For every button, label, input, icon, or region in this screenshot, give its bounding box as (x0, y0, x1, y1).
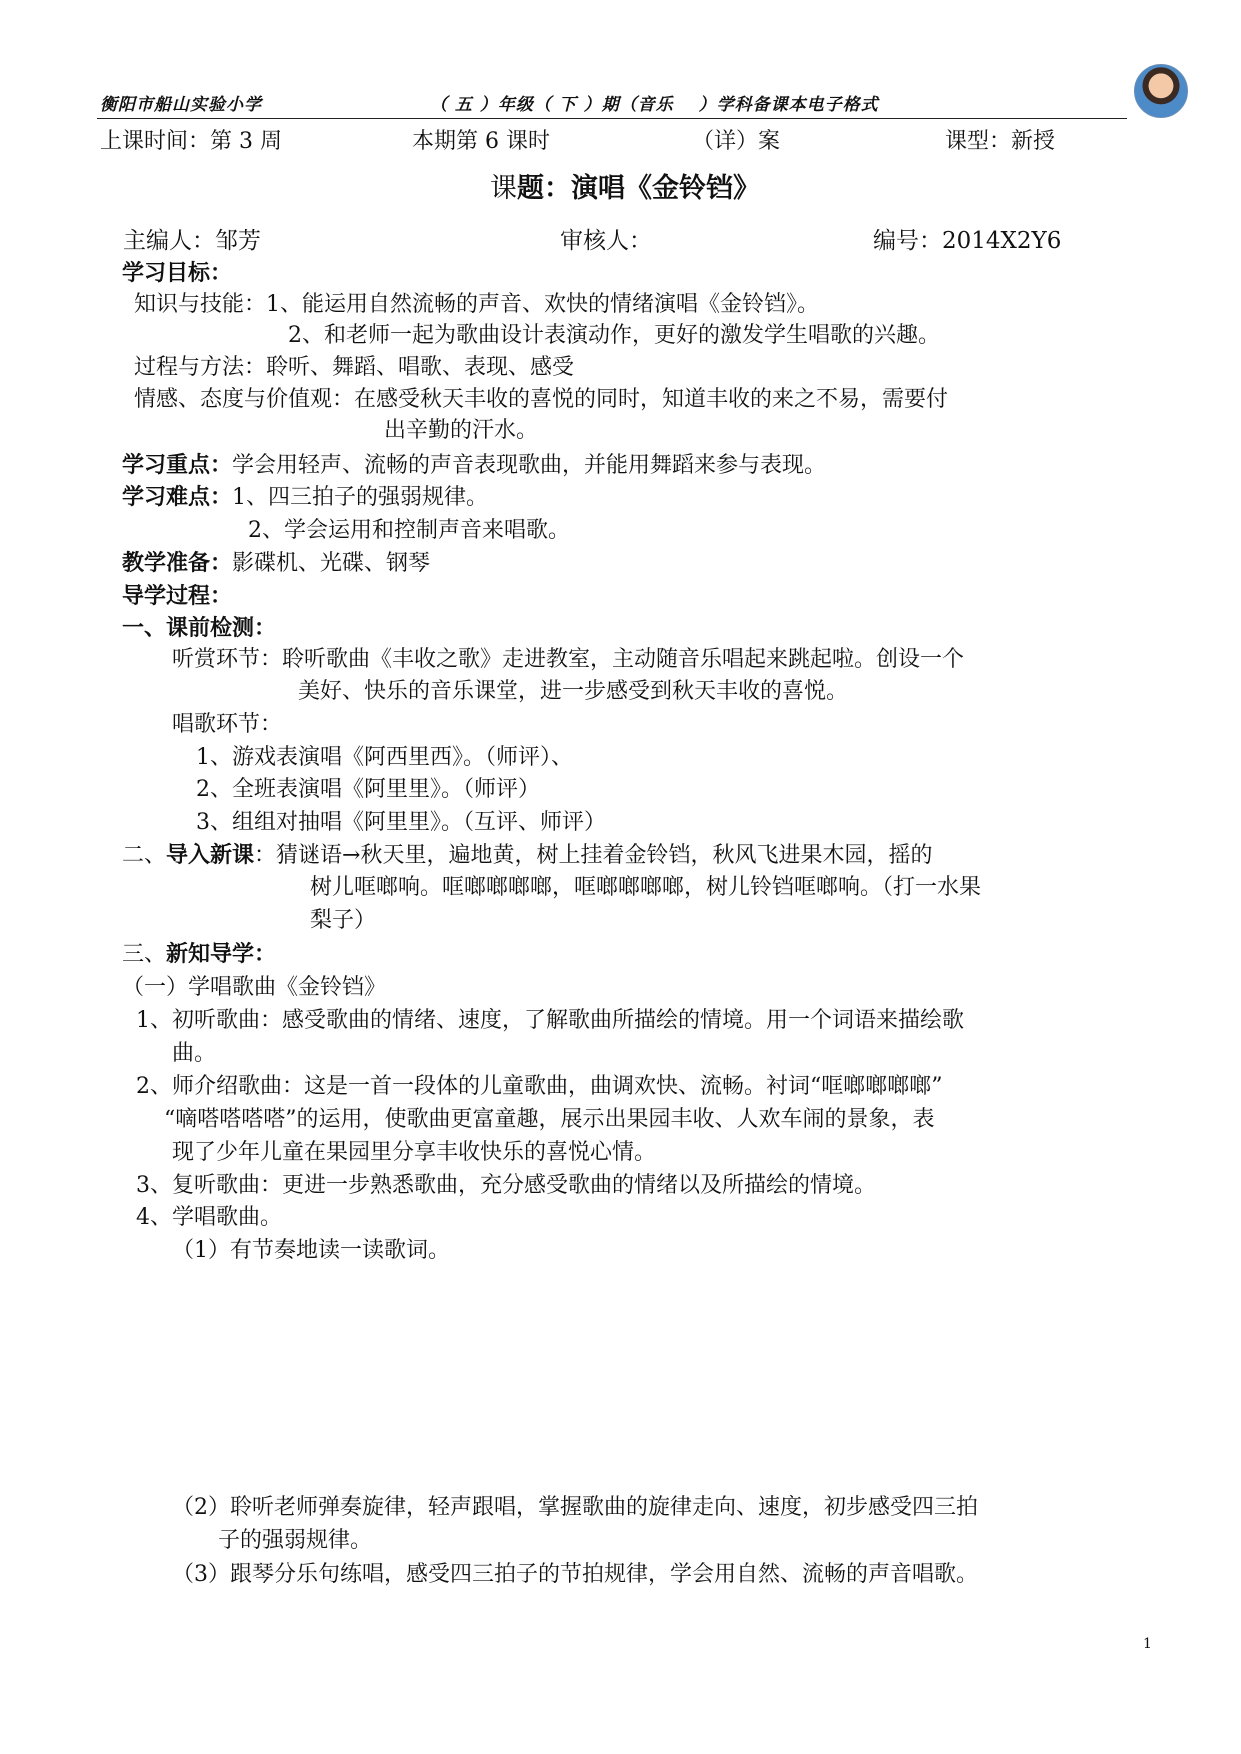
preparation-text: 影碟机、光碟、钢琴 (232, 551, 431, 576)
section2-num: 二、 (122, 843, 167, 868)
doc-number: 编号：2014X2Y6 (873, 228, 1062, 254)
listen-line-2: 美好、快乐的音乐课堂，进一步感受到秋天丰收的喜悦。 (298, 679, 849, 704)
knowledge-item-1: 1、能运用自然流畅的声音、欢快的情绪演唱《金铃铛》。 (266, 292, 820, 317)
item2-line-3: 现了少年儿童在果园里分享丰收快乐的喜悦心情。 (172, 1140, 657, 1165)
section3-label: 新知导学： (166, 941, 277, 967)
preparation-label: 教学准备： (122, 550, 233, 576)
sub-item-2-line-1: （2）聆听老师弹奏旋律，轻声跟唱，掌握歌曲的旋律走向、速度，初步感受四三拍 (172, 1495, 978, 1520)
item1-line-2: 曲。 (172, 1041, 217, 1066)
process-heading: 导学过程： (122, 583, 233, 609)
item3: 3、复听歌曲：更进一步熟悉歌曲，充分感受歌曲的情绪以及所描绘的情境。 (136, 1173, 876, 1198)
title-prefix: 课 (490, 173, 517, 204)
class-time: 上课时间：第 3 周 (100, 129, 282, 154)
difficulties-label: 学习难点： (122, 484, 233, 510)
listen-line-1: 听赏环节：聆听歌曲《丰收之歌》走进教室，主动随音乐唱起来跳起啦。创设一个 (172, 647, 965, 672)
plan-type: （详）案 (692, 129, 781, 154)
list-item: 2、全班表演唱《阿里里》。（师评） (196, 777, 540, 802)
emotion-line-2: 出辛勤的汗水。 (384, 418, 539, 443)
section1-heading: 一、课前检测： (122, 615, 277, 641)
preparation (122, 546, 430, 577)
editor: 主编人：邹芳 (123, 228, 261, 254)
term-lesson: 本期第 6 课时 (412, 129, 550, 154)
section2-line-1 (122, 838, 932, 869)
section3-num: 三、 (122, 942, 167, 967)
section3-heading (122, 937, 276, 968)
emotion-line-1: 情感、态度与价值观：在感受秋天丰收的喜悦的同时，知道丰收的来之不易，需要付 (134, 387, 949, 412)
header-rule (97, 118, 1127, 119)
reviewer: 审核人： (560, 228, 652, 254)
knowledge-label: 知识与技能： (134, 292, 267, 317)
list-item: 1、游戏表演唱《阿西里西》。（师评）、 (196, 745, 573, 770)
section3-subheading: （一）学唱歌曲《金铃铛》 (122, 975, 387, 1000)
difficulties (122, 480, 488, 511)
section2-riddle-1: ：猜谜语→秋天里，遍地黄，树上挂着金铃铛，秋风飞进果木园，摇的 (254, 843, 933, 868)
sub-item-1: （1）有节奏地读一读歌词。 (172, 1238, 450, 1263)
sub-item-2-line-2: 子的强弱规律。 (218, 1528, 373, 1553)
grade-subject-header: （ 五 ）年级（ 下 ）期（音乐 ）学科备课本电子格式 (430, 95, 879, 115)
difficulty-item-1: 1、四三拍子的强弱规律。 (232, 485, 489, 510)
item2-line-1: 2、师介绍歌曲：这是一首一段体的儿童歌曲，曲调欢快、流畅。衬词“哐啷啷啷啷” (136, 1074, 943, 1099)
knowledge-line-1 (134, 287, 819, 318)
knowledge-item-2: 2、和老师一起为歌曲设计表演动作，更好的激发学生唱歌的兴趣。 (288, 323, 940, 348)
sub-item-3: （3）跟琴分乐句练唱，感受四三拍子的节拍规律，学会用自然、流畅的声音唱歌。 (172, 1562, 978, 1587)
key-points-text: 学会用轻声、流畅的声音表现歌曲，并能用舞蹈来参与表现。 (232, 453, 827, 478)
title-text: 题：演唱《金铃铛》 (517, 173, 760, 204)
section2-riddle-2: 树儿哐啷响。哐啷啷啷啷，哐啷啷啷啷，树儿铃铛哐啷响。（打一水果 (310, 875, 982, 900)
difficulty-item-2: 2、学会运用和控制声音来唱歌。 (248, 518, 570, 543)
sing-label: 唱歌环节： (172, 712, 283, 737)
list-item: 3、组组对抽唱《阿里里》。（互评、师评） (196, 810, 606, 835)
school-name: 衡阳市船山实验小学 (100, 95, 262, 115)
section2-label: 导入新课 (166, 842, 255, 868)
page-number: 1 (1143, 1636, 1152, 1652)
section2-riddle-3: 梨子） (310, 908, 377, 933)
item4: 4、学唱歌曲。 (136, 1205, 282, 1230)
key-points-label: 学习重点： (122, 452, 233, 478)
item1-line-1: 1、初听歌曲：感受歌曲的情绪、速度，了解歌曲所描绘的情境。用一个词语来描绘歌 (136, 1008, 964, 1033)
key-points (122, 448, 826, 479)
lesson-type: 课型：新授 (945, 129, 1056, 154)
page-title (490, 166, 760, 205)
avatar (1134, 64, 1188, 118)
process-method: 过程与方法：聆听、舞蹈、唱歌、表现、感受 (134, 355, 575, 380)
goals-heading: 学习目标： (122, 260, 233, 286)
item2-line-2: “嘀嗒嗒嗒嗒”的运用，使歌曲更富童趣，展示出果园丰收、人欢车闹的景象，表 (164, 1107, 935, 1132)
